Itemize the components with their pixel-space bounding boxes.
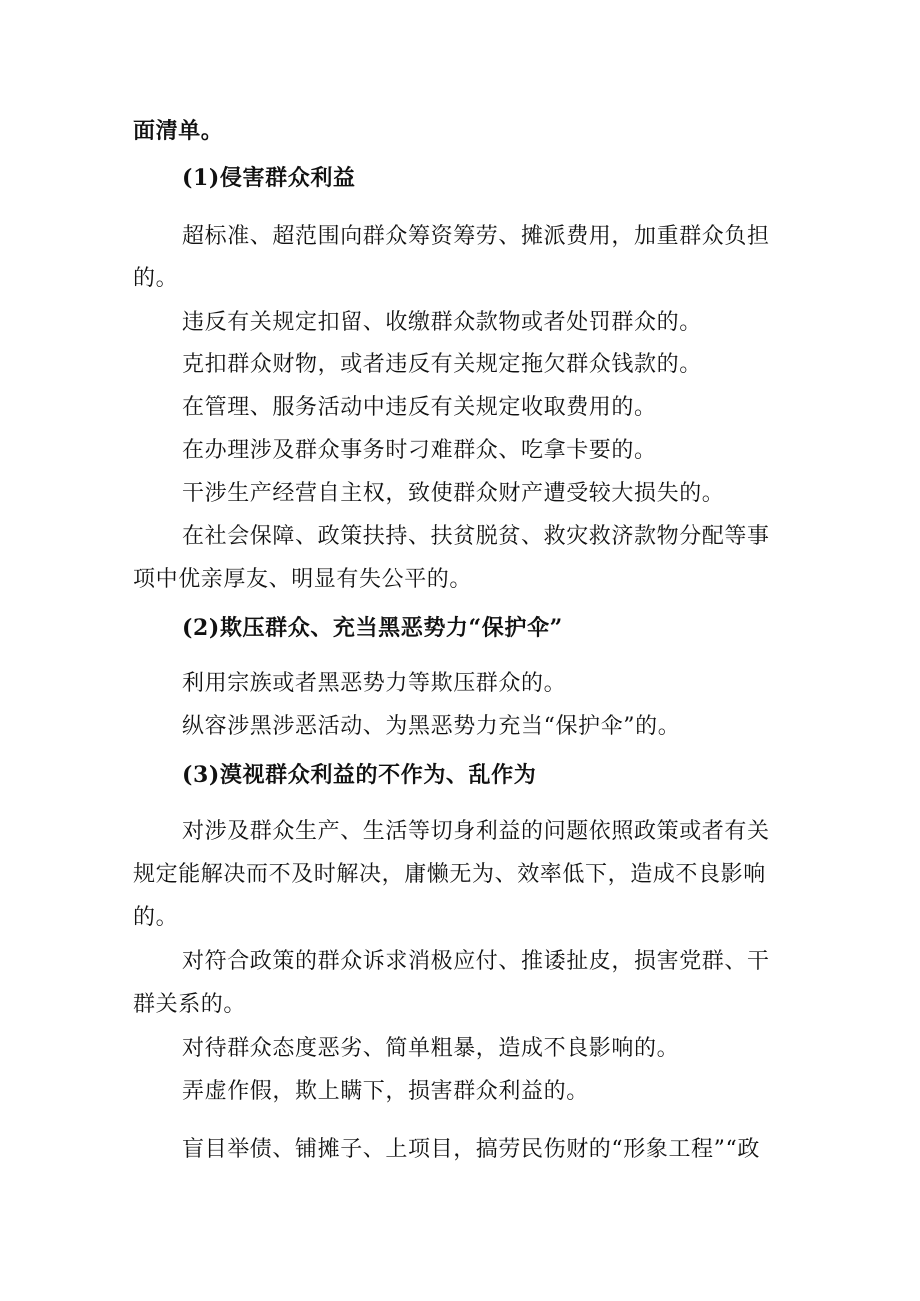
- paragraph-line: 在管理、服务活动中违反有关规定收取费用的。: [182, 395, 657, 420]
- paragraph-line: 干涉生产经营自主权，致使群众财产遭受较大损失的。: [182, 481, 725, 506]
- paragraph-line: 利用宗族或者黑恶势力等欺压群众的。: [182, 671, 567, 696]
- section-heading-1: (1)侵害群众利益: [182, 165, 356, 191]
- paragraph-line: 群关系的。: [133, 992, 247, 1017]
- paragraph-line: 规定能解决而不及时解决，庸懒无为、效率低下，造成不良影响: [133, 862, 766, 887]
- paragraph-line: 的。: [133, 266, 179, 291]
- paragraph-line: 盲目举债、铺摊子、上项目，搞劳民伤财的“形象工程”“政: [182, 1137, 760, 1162]
- paragraph-line: 对符合政策的群众诉求消极应付、推诿扯皮，损害党群、干: [182, 949, 770, 974]
- paragraph-line: 克扣群众财物，或者违反有关规定拖欠群众钱款的。: [182, 352, 702, 377]
- paragraph-line: 对涉及群众生产、生活等切身利益的问题依照政策或者有关: [182, 819, 770, 844]
- paragraph-line: 超标准、超范围向群众筹资筹劳、摊派费用，加重群众负担: [182, 224, 770, 249]
- paragraph-line: 对待群众态度恶劣、简单粗暴，造成不良影响的。: [182, 1036, 680, 1061]
- paragraph-line: 违反有关规定扣留、收缴群众款物或者处罚群众的。: [182, 310, 702, 335]
- paragraph-line: 在办理涉及群众事务时刁难群众、吃拿卡要的。: [182, 438, 657, 463]
- paragraph-line: 纵容涉黑涉恶活动、为黑恶势力充当“保护伞”的。: [182, 714, 681, 739]
- paragraph-line: 在社会保障、政策扶持、扶贫脱贫、救灾救济款物分配等事: [182, 524, 770, 549]
- paragraph-continuation: 面清单。: [133, 118, 224, 144]
- section-heading-2: (2)欺压群众、充当黑恶势力“保护伞”: [182, 615, 563, 641]
- section-heading-3: (3)漠视群众利益的不作为、乱作为: [182, 762, 537, 788]
- paragraph-line: 弄虚作假，欺上瞒下，损害群众利益的。: [182, 1079, 589, 1104]
- paragraph-line: 的。: [133, 905, 179, 930]
- paragraph-line: 项中优亲厚友、明显有失公平的。: [133, 567, 473, 592]
